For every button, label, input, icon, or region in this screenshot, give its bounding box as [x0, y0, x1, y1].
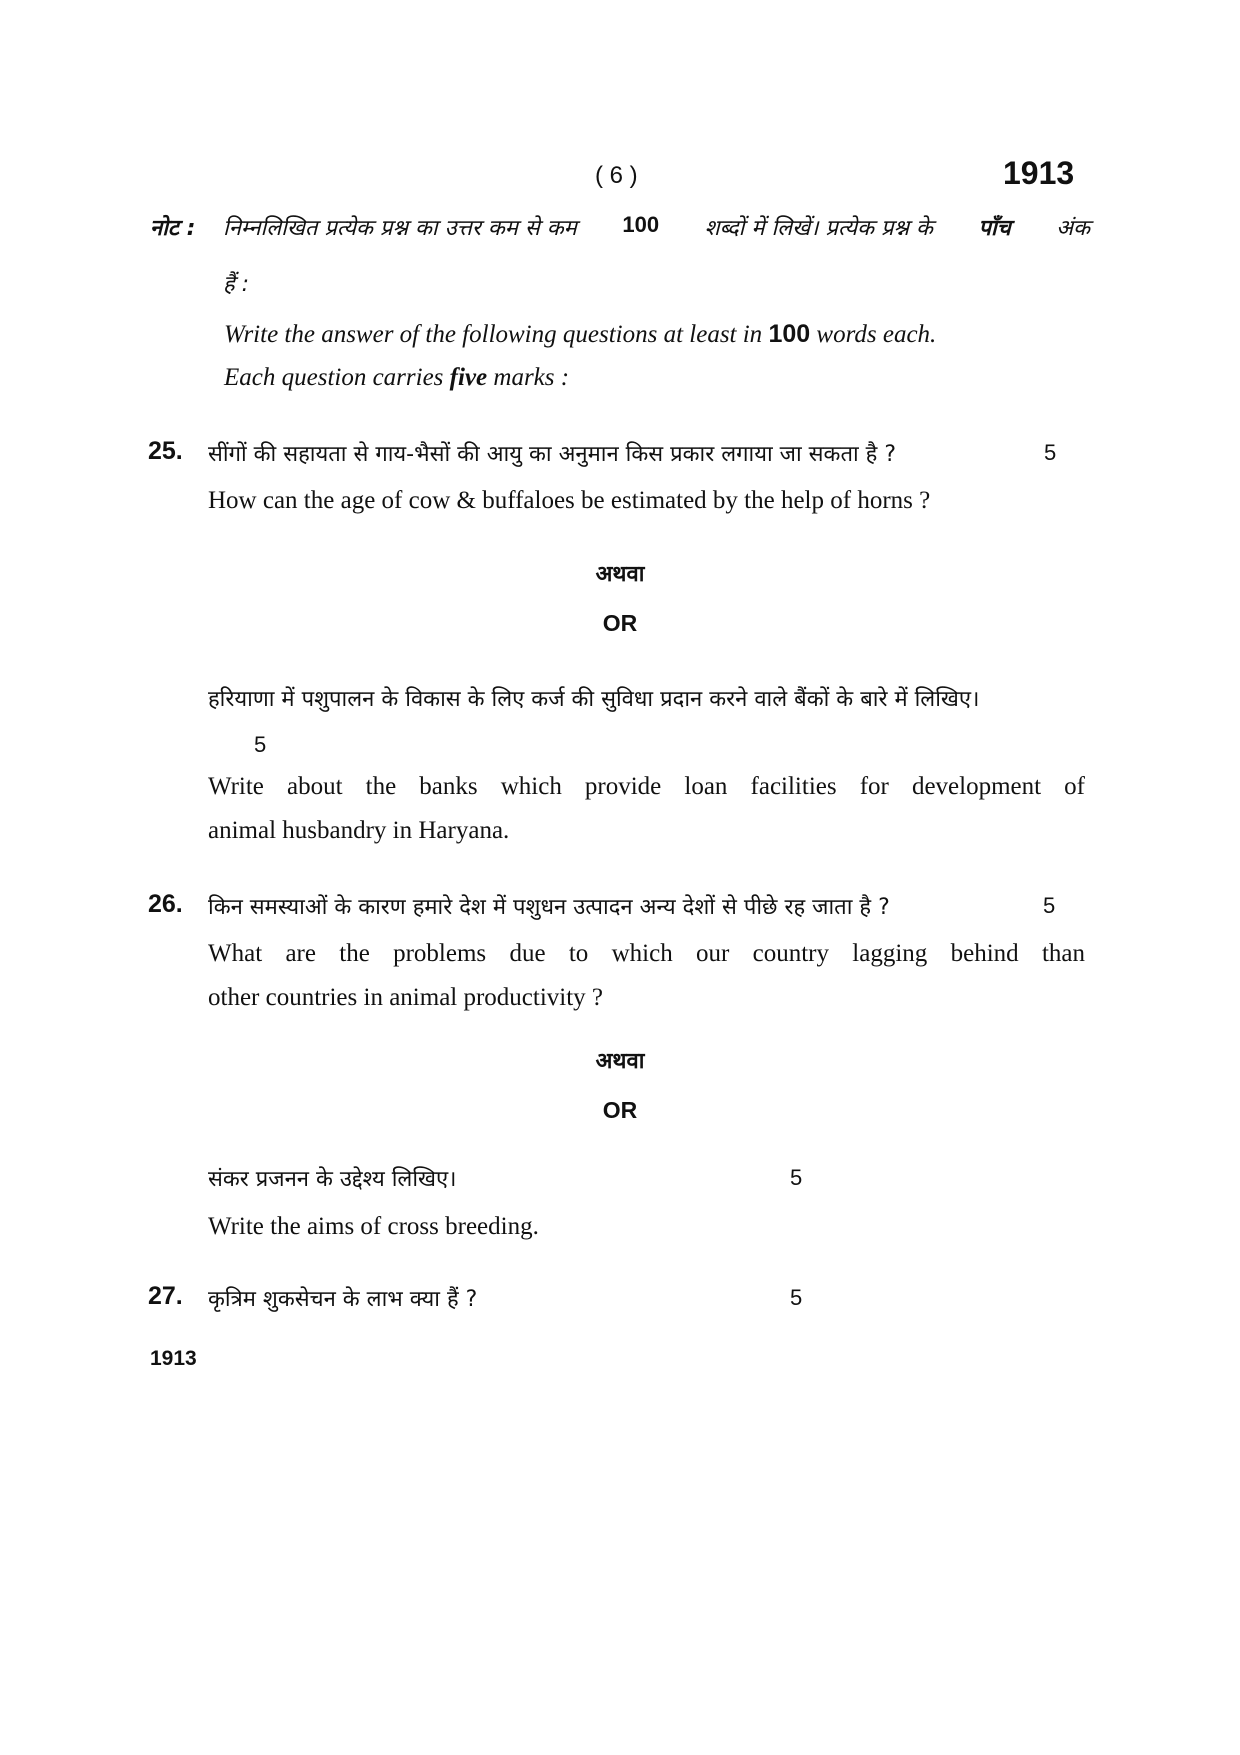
q25-marks: 5: [1044, 440, 1057, 465]
note-label: नोट :: [150, 216, 196, 241]
note-hindi-line1: [223, 212, 1090, 242]
note-hindi-part2: शब्दों में लिखें। प्रत्येक प्रश्न के: [704, 216, 933, 241]
q26-marks: 5: [1043, 893, 1056, 918]
q25-alt-english-line1: Write about the banks which provide loan facilities for development of: [208, 773, 1085, 800]
q26-or-english: OR: [602, 1097, 638, 1123]
note-hindi-bold: पाँच: [978, 216, 1011, 241]
q26-english-line2: other countries in animal productivity ?: [208, 984, 604, 1011]
question-number-26: 26.: [148, 890, 183, 918]
note-hindi-part3: अंक: [1056, 216, 1090, 241]
q26-alt-marks: 5: [790, 1165, 803, 1190]
q27-hindi-text: कृत्रिम शुकसेचन के लाभ क्या हैं ?: [208, 1287, 478, 1312]
q25-english-text: How can the age of cow & buffaloes be estimated by the help of horns ?: [208, 487, 931, 514]
note-hindi-count: 100: [622, 212, 660, 237]
footer-paper-code: 1913: [150, 1347, 197, 1370]
q26-alt-hindi-text: संकर प्रजनन के उद्देश्य लिखिए।: [208, 1167, 457, 1192]
note-english-line2-a: Each question carries: [224, 364, 444, 391]
note-hindi-line2: हैं :: [223, 272, 250, 297]
q25-alt-english-line2: animal husbandry in Haryana.: [208, 817, 510, 844]
note-english-line1: [224, 320, 936, 349]
q26-hindi-text: किन समस्याओं के कारण हमारे देश में पशुधन उत्पादन अन्य देशों से पीछे रह जाता है ?: [208, 895, 890, 920]
note-hindi-part1: निम्नलिखित प्रत्येक प्रश्न का उत्तर कम से कम: [223, 216, 577, 241]
q27-marks: 5: [790, 1285, 803, 1310]
note-english-line2-b: marks :: [493, 364, 570, 391]
q25-hindi-text: सींगों की सहायता से गाय-भैसों की आयु का अनुमान किस प्रकार लगाया जा सकता है ?: [208, 442, 897, 467]
q26-english-line1: What are the problems due to which our country lagging behind than: [208, 940, 1085, 967]
note-english-count: 100: [768, 320, 811, 348]
note-english-line2-bold: five: [449, 364, 488, 391]
q25-or-english: OR: [602, 610, 638, 636]
q26-alt-english-text: Write the aims of cross breeding.: [208, 1213, 539, 1240]
q25-alt-hindi-text: हरियाणा में पशुपालन के विकास के लिए कर्ज की सुविधा प्रदान करने वाले बैंकों के बारे में लिखिए।: [208, 687, 980, 712]
note-english-line2: [224, 364, 569, 392]
note-english-part1: Write the answer of the following questions at least in: [224, 321, 763, 348]
q25-or-hindi: अथवा: [595, 562, 645, 587]
q26-or-hindi: अथवा: [595, 1049, 645, 1074]
page-number: ( 6 ): [595, 162, 638, 189]
paper-code-header: 1913: [1003, 155, 1075, 191]
note-english-part2: words each.: [816, 321, 937, 348]
q25-alt-marks: 5: [254, 732, 267, 757]
question-number-25: 25.: [148, 437, 183, 465]
question-number-27: 27.: [148, 1282, 183, 1310]
